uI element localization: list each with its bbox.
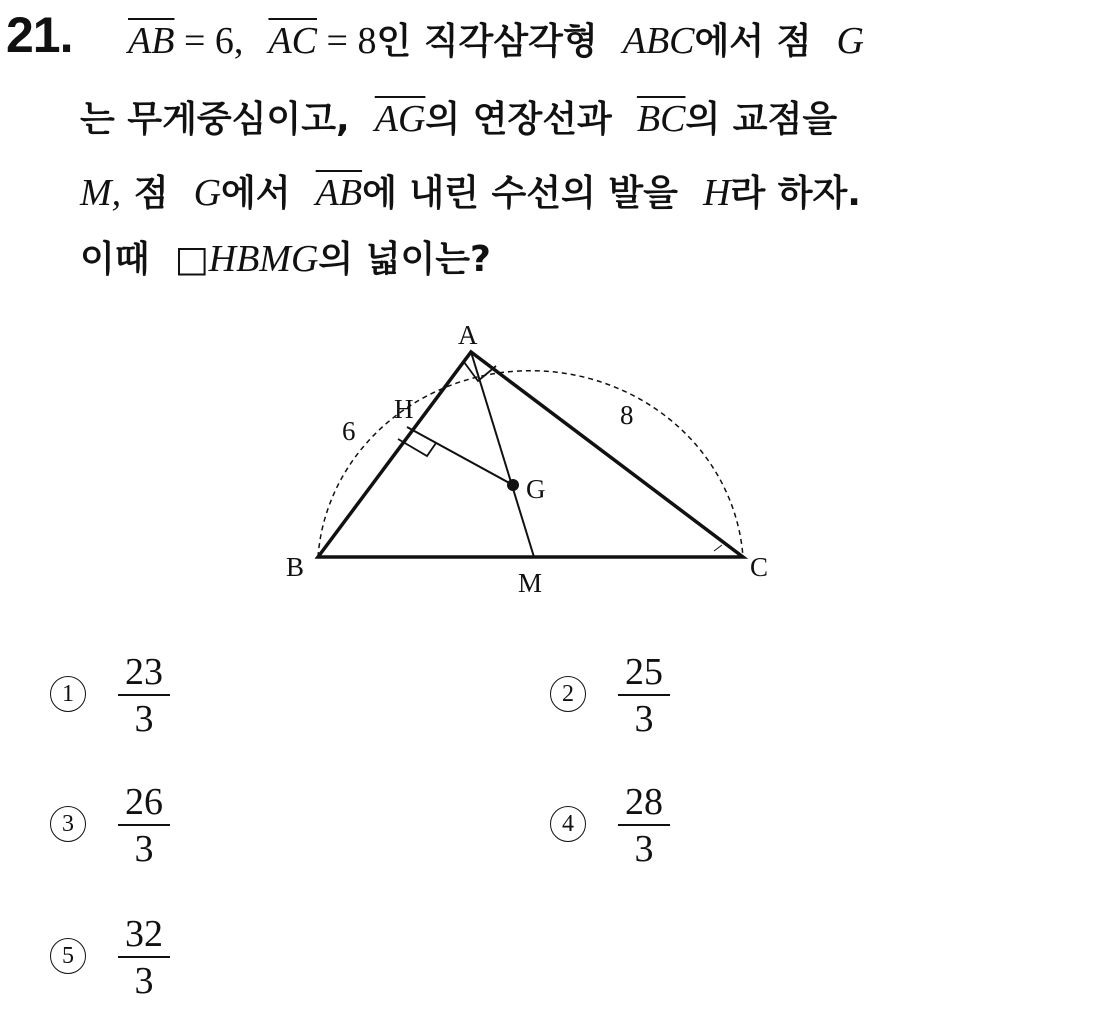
side-length-ac: 8	[620, 400, 634, 430]
text-perpendicular-foot: 에 내린 수선의 발을	[362, 173, 678, 214]
text-from: 에서	[221, 173, 291, 214]
denominator: 3	[134, 828, 154, 870]
fraction	[116, 650, 172, 740]
denominator: 3	[634, 828, 654, 870]
text-centroid: 는 무게중심이고,	[80, 99, 350, 140]
choice-mark: 2	[550, 676, 586, 712]
problem-number: 21.	[6, 7, 73, 63]
square-symbol: □	[174, 239, 209, 280]
length-ac-value: = 8	[317, 20, 377, 62]
fraction	[616, 780, 672, 870]
numerator: 32	[125, 913, 163, 955]
segment-ag: $\overline{AG}$	[374, 98, 426, 140]
centroid-dot	[507, 479, 519, 491]
point-h: H	[702, 172, 731, 214]
triangle-abc-shape	[318, 352, 743, 557]
angle-mark-c	[714, 545, 722, 551]
text-intersection: 의 교점을	[685, 99, 838, 140]
median-am	[471, 352, 534, 557]
point-label-g: G	[526, 474, 546, 504]
segment-ab-2: $\overline{AB}$	[315, 172, 363, 214]
segment-ac: $\overline{AC}$	[268, 20, 318, 62]
denominator: 3	[134, 698, 154, 740]
vertex-label-c: C	[750, 552, 769, 582]
choice-mark: 4	[550, 806, 586, 842]
numerator: 23	[125, 651, 163, 693]
numerator: 25	[625, 651, 663, 693]
text-let-be: 라 하자.	[730, 173, 861, 214]
point-g: G	[836, 20, 864, 62]
denominator: 3	[134, 960, 154, 1002]
side-length-ab: 6	[342, 416, 356, 446]
segment-ab: $\overline{AB}$	[128, 20, 175, 62]
fraction	[116, 912, 172, 1002]
choice-mark: 3	[50, 806, 86, 842]
point-label-m: M	[518, 568, 543, 598]
choice-mark: 1	[50, 676, 86, 712]
text-at-point: 에서 점	[694, 21, 812, 62]
length-ab-value: = 6,	[174, 20, 244, 62]
text-point: 점	[133, 173, 169, 214]
numerator: 28	[625, 781, 663, 823]
right-angle-mark-h	[398, 439, 436, 456]
triangle-abc: ABC	[622, 20, 695, 62]
quadrilateral-hbmg: HBMG	[208, 238, 319, 280]
vertex-label-b: B	[286, 552, 305, 582]
choice-mark: 5	[50, 938, 86, 974]
text-extension: 의 연장선과	[425, 99, 612, 140]
text-area-question: 의 넓이는?	[318, 239, 491, 280]
point-g-2: G	[193, 172, 222, 214]
fraction	[616, 650, 672, 740]
fraction	[116, 780, 172, 870]
numerator: 26	[125, 781, 163, 823]
text-right-triangle: 인 직각삼각형	[376, 21, 598, 62]
vertex-label-a: A	[458, 320, 478, 350]
point-m: M,	[80, 172, 122, 214]
segment-bc: $\overline{BC}$	[636, 98, 686, 140]
point-label-h: H	[394, 394, 414, 424]
denominator: 3	[634, 698, 654, 740]
text-then: 이때	[80, 239, 150, 280]
